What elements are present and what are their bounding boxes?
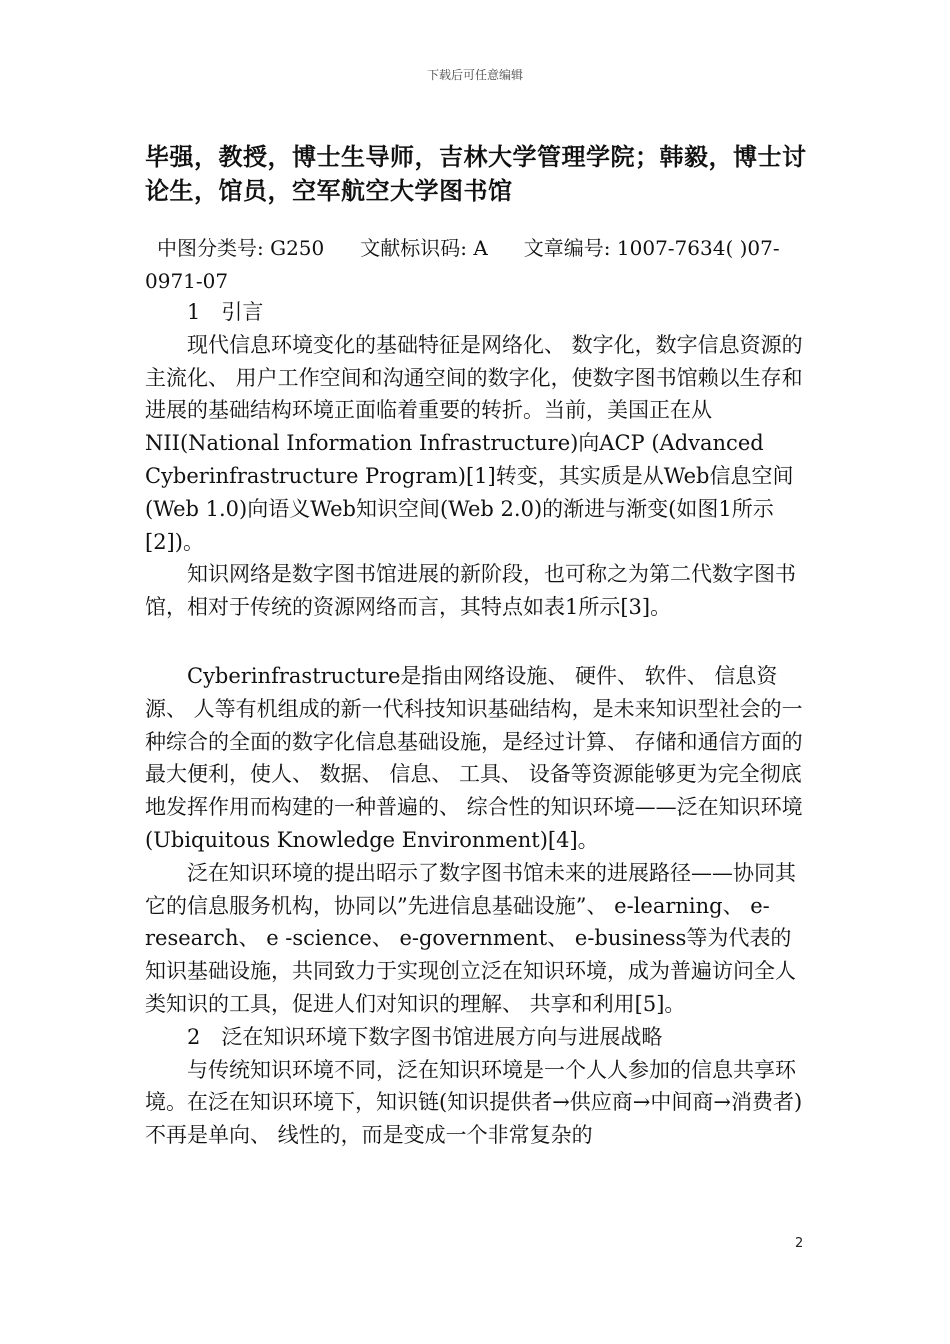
author-info: 毕强，教授，博士生导师，吉林大学管理学院；韩毅，博士讨论生，馆员，空军航空大学图书馆 <box>145 143 807 205</box>
article-number: 文章编号: 1007-7634( )07-0971-07 <box>145 236 780 293</box>
document-code: 文献标识码: A <box>360 236 488 260</box>
section-2-heading: 2 泛在知识环境下数字图书馆进展方向与进展战略 <box>187 1024 663 1049</box>
article-meta <box>145 232 810 298</box>
clc-number: 中图分类号: G250 <box>157 236 325 260</box>
body-part-1 <box>145 296 810 624</box>
paragraph-4: 泛在知识环境的提出昭示了数字图书馆未来的进展路径——协同其它的信息服务机构，协同以”先进信息基础设施”、 e-learning、 e-research、 e -science、 e-government、 e-business等为代表的知识基础设施，共同致力于实现创立泛在知识环境，成为普遍访问全人类知识的工具，促进人们对知识的理解、 共享和利用[5]。 <box>145 860 796 1016</box>
paragraph-3: Cyberinfrastructure是指由网络设施、 硬件、 软件、 信息资源、 人等有机组成的新一代科技知识基础结构，是未来知识型社会的一种综合的全面的数字化信息基础设施，是经过计算、 存储和通信方面的最大便利，使人、 数据、 信息、 工具、 设备等资源能够更为完全彻底地发挥作用而构建的一种普遍的、 综合性的知识环境——泛在知识环境(Ubiquitous Knowledge Environment)[4]。 <box>145 664 803 852</box>
body-part-2 <box>145 660 810 1152</box>
page-number: 2 <box>795 1236 804 1251</box>
paragraph-1: 现代信息环境变化的基础特征是网络化、 数字化，数字信息资源的主流化、 用户工作空间和沟通空间的数字化，使数字图书馆赖以生存和进展的基础结构环境正面临着重要的转折。当前，美国正在从NII(National Information Infrastructure)向ACP (Advanced Cyberinfrastructure Program)[1]转变，其实质是从Web信息空间(Web 1.0)向语义Web知识空间(Web 2.0)的渐进与渐变(如图1所示[2])。 <box>145 332 803 554</box>
header-note: 下载后可任意编辑 <box>426 68 523 82</box>
paragraph-5: 与传统知识环境不同，泛在知识环境是一个人人参加的信息共享环境。在泛在知识环境下，知识链(知识提供者→供应商→中间商→消费者)不再是单向、 线性的，而是变成一个非常复杂的 <box>145 1057 803 1148</box>
section-1-heading: 1 引言 <box>187 300 264 324</box>
paragraph-2: 知识网络是数字图书馆进展的新阶段，也可称之为第二代数字图书馆，相对于传统的资源网络而言，其特点如表1所示[3]。 <box>145 562 796 620</box>
